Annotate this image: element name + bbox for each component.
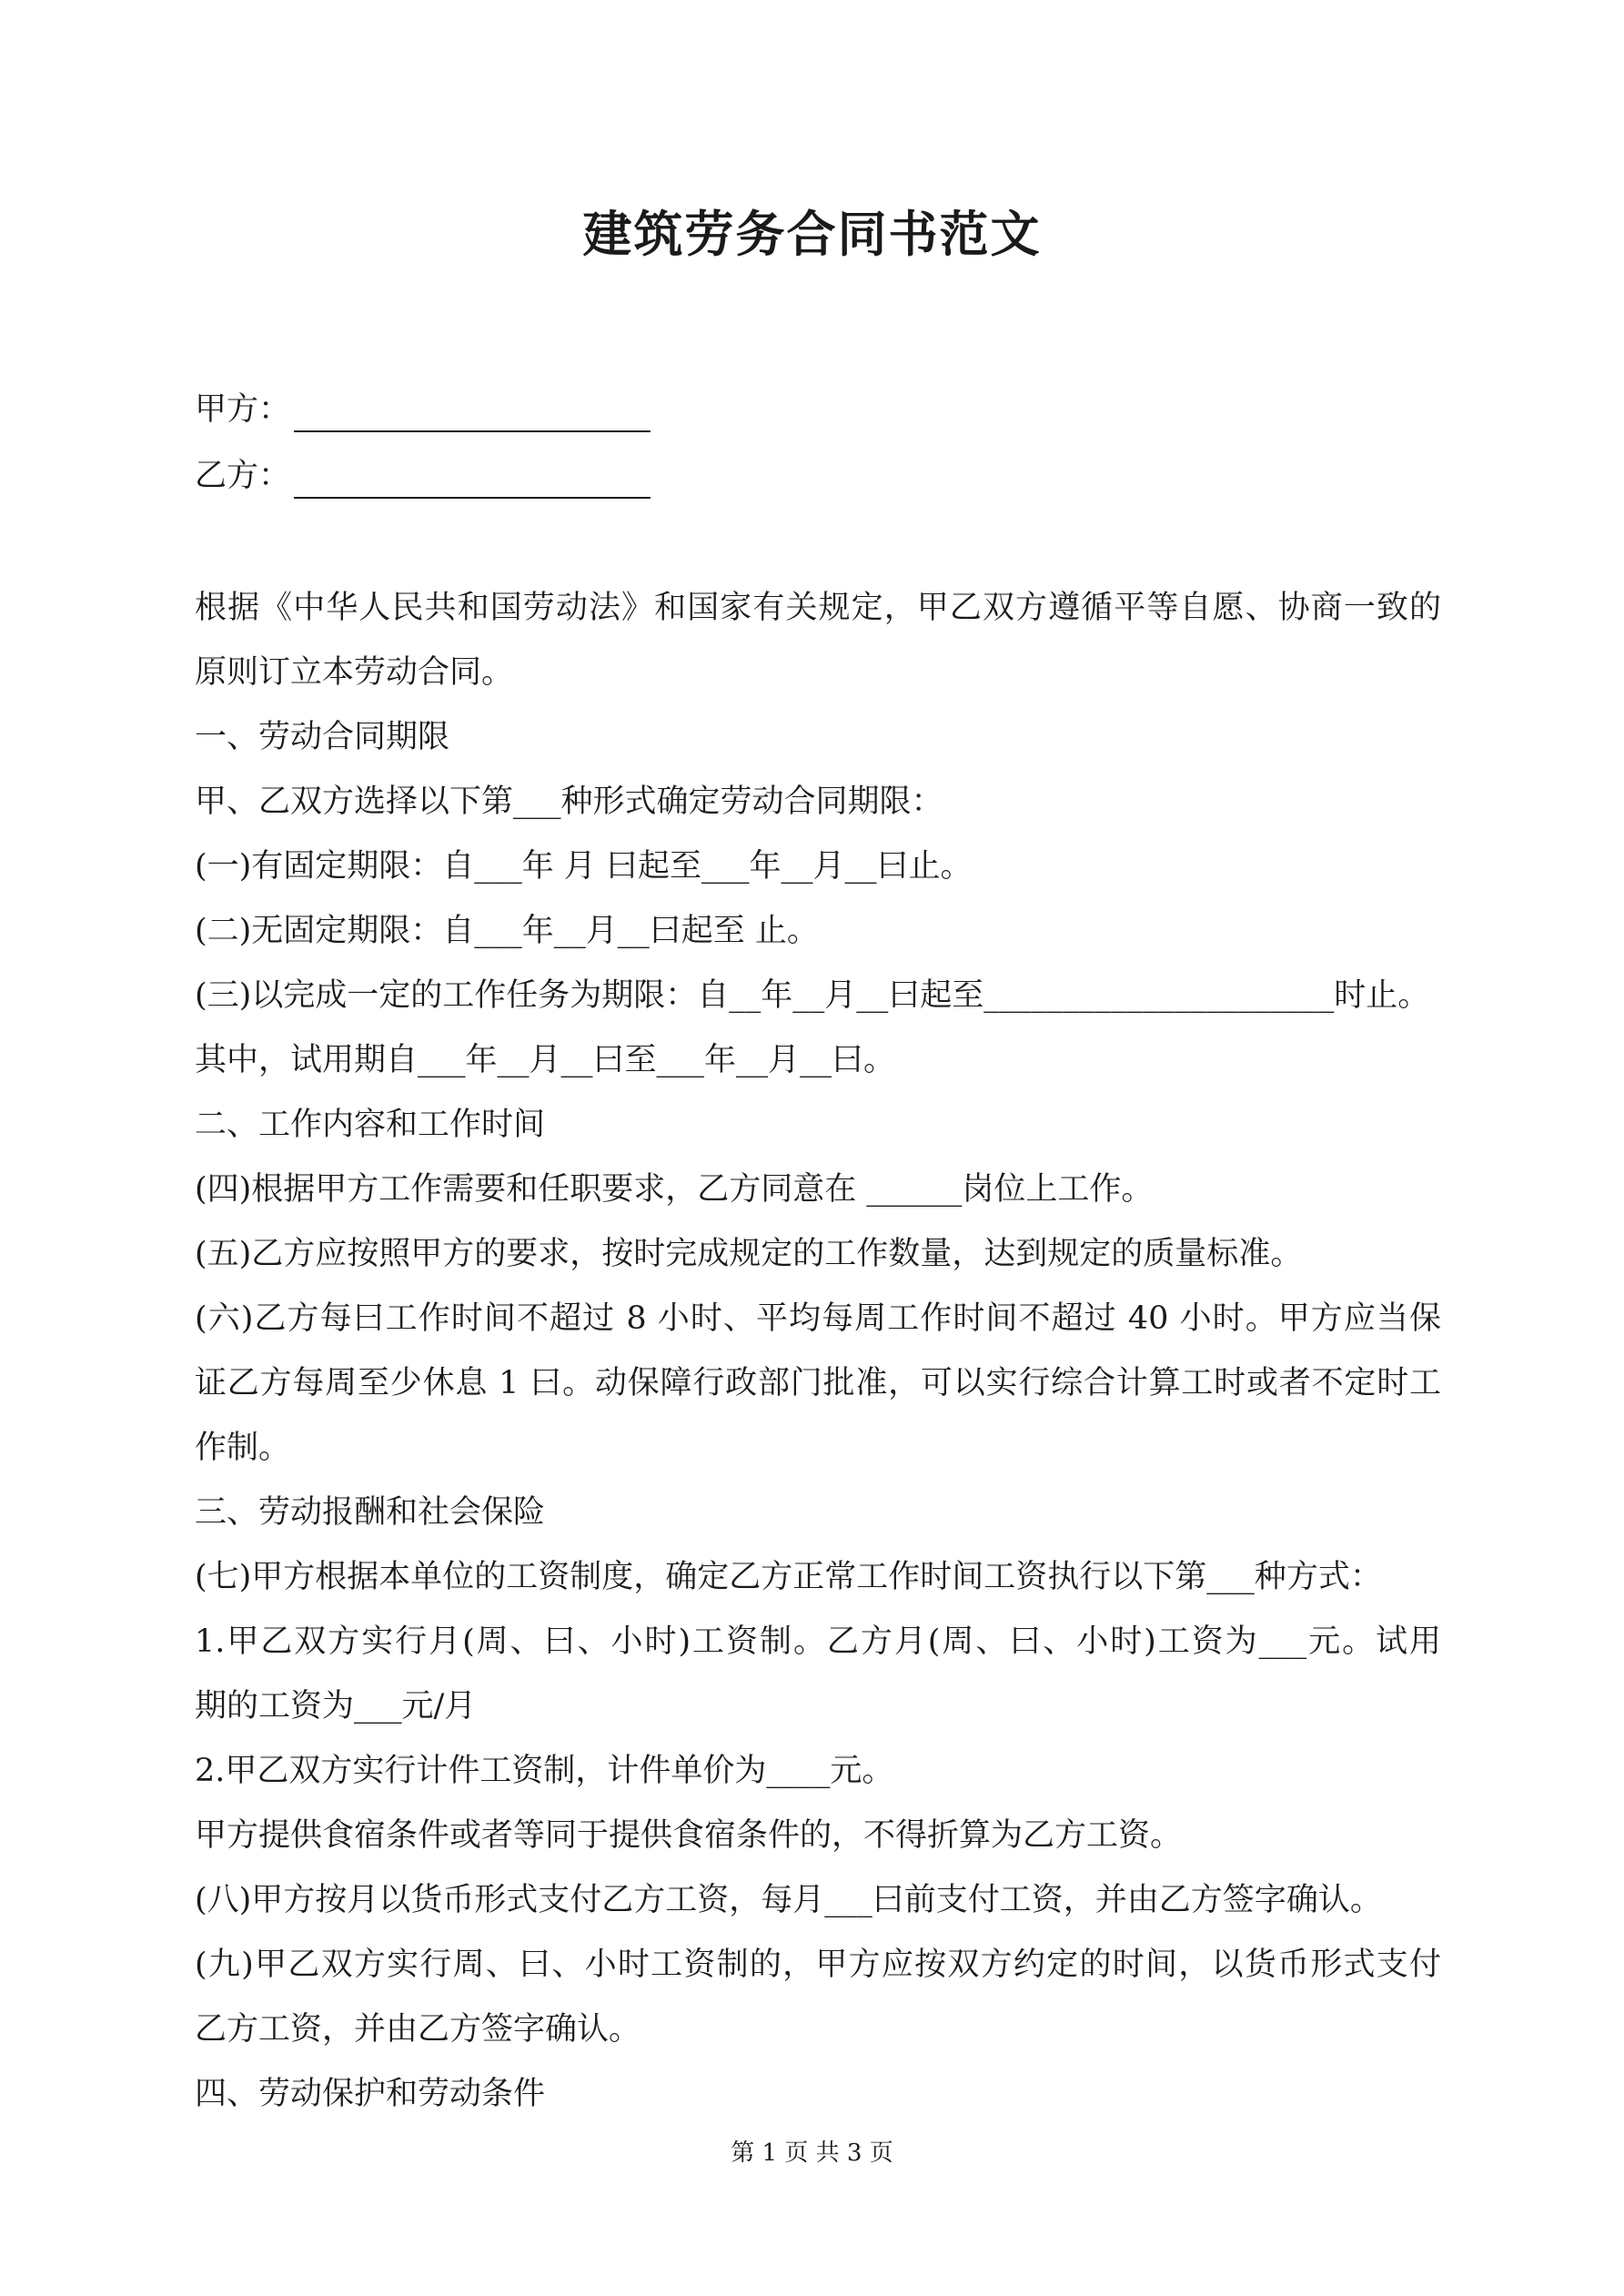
body-line: 甲、乙双方选择以下第___种形式确定劳动合同期限：	[195, 784, 943, 820]
body-line: 1.甲乙双方实行月(周、曰、小时)工资制。乙方月(周、曰、小时)工资为___元。试用	[195, 1623, 1441, 1660]
section-heading: 一、劳动合同期限	[195, 719, 450, 755]
document-title: 建筑劳务合同书范文	[582, 205, 1042, 263]
section-heading: 四、劳动保护和劳动条件	[195, 2076, 546, 2112]
body-line: (五)乙方应按照甲方的要求，按时完成规定的工作数量，达到规定的质量标准。	[195, 1236, 1303, 1272]
party-b-field	[195, 453, 651, 499]
body-line: 乙方工资，并由乙方签字确认。	[195, 2011, 641, 2048]
body-line: 证乙方每周至少休息 1 曰。动保障行政部门批准，可以实行综合计算工时或者不定时工	[195, 1365, 1441, 1401]
body-line: (六)乙方每曰工作时间不超过 8 小时、平均每周工作时间不超过 40 小时。甲方应当保	[195, 1300, 1441, 1337]
section-heading: 三、劳动报酬和社会保险	[195, 1494, 546, 1531]
body-line: 2.甲乙双方实行计件工资制，计件单价为____元。	[195, 1753, 894, 1789]
body-line: 作制。	[195, 1430, 291, 1466]
body-line: 其中，试用期自___年__月__曰至___年__月__曰。	[195, 1042, 896, 1078]
party-a-blank	[294, 398, 651, 432]
body-line: 甲方提供食宿条件或者等同于提供食宿条件的，不得折算为乙方工资。	[195, 1817, 1183, 1854]
party-b-blank	[294, 464, 651, 499]
body-line: (三)以完成一定的工作任务为期限：自__年__月__曰起至______________________时止。	[195, 977, 1430, 1014]
page-indicator: 第 1 页 共 3 页	[731, 2139, 893, 2167]
body-line: (一)有固定期限：自___年 月 曰起至___年__月__曰止。	[195, 848, 973, 885]
party-a-field	[195, 387, 651, 432]
contract-body	[195, 576, 1441, 2127]
body-line: 期的工资为___元/月	[195, 1688, 477, 1725]
body-line: (四)根据甲方工作需要和任职要求，乙方同意在 ______岗位上工作。	[195, 1171, 1154, 1208]
section-heading: 二、工作内容和工作时间	[195, 1107, 546, 1143]
body-line: 原则订立本劳动合同。	[195, 654, 514, 691]
party-b-label: 乙方：	[195, 458, 291, 494]
body-line: (七)甲方根据本单位的工资制度，确定乙方正常工作时间工资执行以下第___种方式：	[195, 1559, 1382, 1595]
body-line: (二)无固定期限：自___年__月__曰起至 止。	[195, 913, 819, 949]
body-line: (九)甲乙双方实行周、曰、小时工资制的，甲方应按双方约定的时间，以货币形式支付	[195, 1947, 1441, 1983]
body-line: 根据《中华人民共和国劳动法》和国家有关规定，甲乙双方遵循平等自愿、协商一致的	[195, 590, 1441, 626]
party-a-label: 甲方：	[195, 391, 291, 428]
body-line: (八)甲方按月以货币形式支付乙方工资，每月___曰前支付工资，并由乙方签字确认。	[195, 1882, 1382, 1918]
